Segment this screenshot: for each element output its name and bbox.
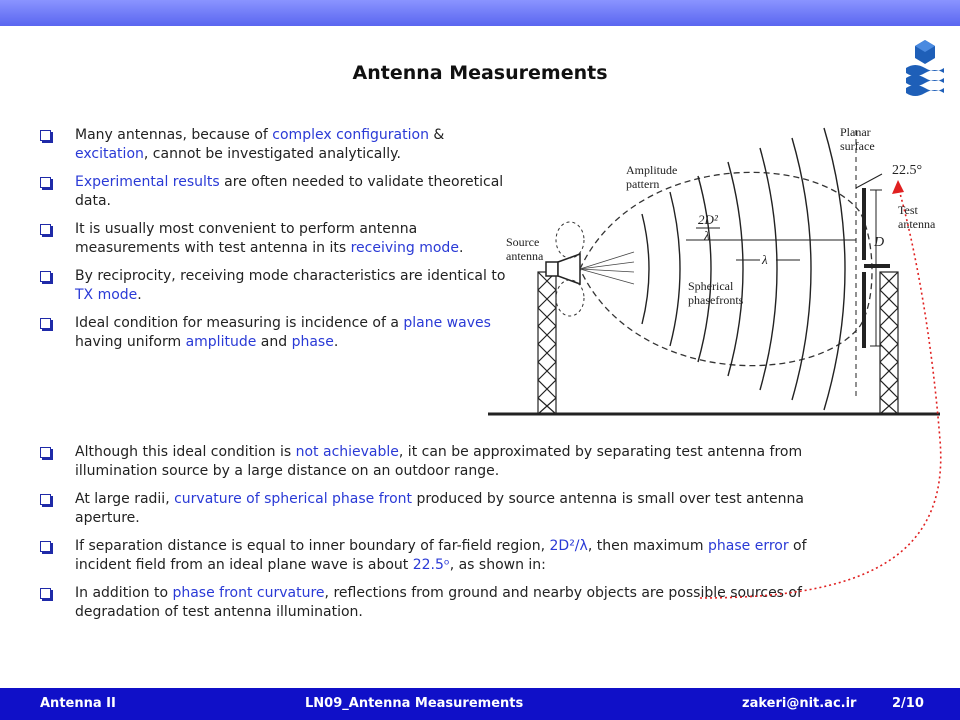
bullet-box-icon: [40, 177, 51, 188]
bullet-box-icon: [40, 494, 51, 505]
bullet-item: [38, 173, 508, 211]
highlighted-text: amplitude: [185, 334, 257, 350]
bullet-item: [38, 443, 838, 481]
highlighted-text: Experimental results: [75, 174, 220, 190]
footer-page-number: 2/10: [892, 696, 924, 711]
test-antenna-label: Test antenna: [898, 203, 936, 231]
bullet-text: and: [256, 334, 292, 350]
footer-course: Antenna II: [40, 696, 116, 711]
university-logo-icon: [904, 38, 946, 96]
bullet-text: At large radii,: [75, 491, 175, 507]
bullet-box-icon: [40, 130, 51, 141]
bullet-text: of incident field from an ideal plane wave is about: [75, 538, 807, 573]
bullet-text: In addition to: [75, 585, 173, 601]
highlighted-text: 2D²/λ: [549, 538, 588, 554]
bullet-text: .: [137, 287, 142, 303]
highlighted-text: TX mode: [75, 287, 138, 303]
angle-label: 22.5°: [892, 163, 923, 178]
bullet-box-icon: [40, 271, 51, 282]
planar-surface-label: Planar surface: [840, 125, 875, 153]
bullet-text: If separation distance is equal to inner boundary of far-field region,: [75, 538, 550, 554]
bullet-text: It is usually most convenient to perform antenna measurements with test antenna in its: [75, 221, 418, 256]
highlighted-text: complex configuration: [272, 127, 429, 143]
bullet-box-icon: [40, 541, 51, 552]
highlighted-text: not achievable: [295, 444, 399, 460]
footer-email: zakeri@nit.ac.ir: [742, 696, 857, 711]
highlighted-text: phase front curvature: [172, 585, 325, 601]
bullet-text: &: [428, 127, 445, 143]
bullet-item: [38, 584, 838, 622]
bullet-box-icon: [40, 318, 51, 329]
bullet-list-bottom: [38, 443, 838, 631]
d-label: D: [874, 235, 885, 250]
footer-lecture: LN09_Antenna Measurements: [305, 696, 524, 711]
bullet-item: [38, 126, 508, 164]
bullet-text: .: [333, 334, 339, 350]
amplitude-pattern-label: Amplitude pattern: [626, 163, 678, 191]
highlighted-text: plane waves: [403, 315, 491, 331]
bullet-text: .: [458, 240, 464, 256]
test-tower: [880, 272, 898, 414]
bullet-text: having uniform: [75, 334, 186, 350]
source-horn-icon: [546, 254, 580, 284]
bullet-text: Many antennas, because of: [75, 127, 273, 143]
bullet-box-icon: [40, 447, 51, 458]
angle-line: [856, 174, 882, 188]
footer-bar: [0, 688, 960, 720]
bullet-box-icon: [40, 224, 51, 235]
highlighted-text: 22.5ᵒ: [412, 557, 450, 573]
top-bar: [0, 0, 960, 26]
lambda-label: λ: [762, 252, 768, 267]
far-field-numerator: 2D²: [698, 212, 718, 227]
bullet-box-icon: [40, 588, 51, 599]
bullet-text: are often needed to validate theoretical data.: [75, 174, 504, 209]
highlighted-text: phase: [291, 334, 334, 350]
bullet-item: [38, 267, 508, 305]
highlighted-text: curvature of spherical phase front: [174, 491, 413, 507]
bullet-text: Ideal condition for measuring is incidence of a: [75, 315, 404, 331]
bullet-text: , as shown in:: [449, 557, 546, 573]
radiation-lines: [580, 252, 634, 284]
bullet-list-top: [38, 126, 508, 361]
slide-title: Antenna Measurements: [352, 62, 608, 84]
measurement-setup-diagram: [484, 112, 944, 424]
bullet-item: [38, 490, 838, 528]
highlighted-text: receiving mode: [350, 240, 459, 256]
source-antenna-label: Source antenna: [506, 235, 544, 263]
bullet-item: [38, 220, 508, 258]
bullet-item: [38, 537, 838, 575]
highlighted-text: excitation: [75, 146, 144, 162]
highlighted-text: phase error: [708, 538, 789, 554]
test-antenna-icon: [864, 188, 890, 348]
source-tower: [538, 272, 556, 414]
amplitude-pattern-lobe: [580, 172, 872, 365]
bullet-text: By reciprocity, receiving mode characteristics are identical to: [75, 268, 506, 284]
bullet-text: Although this ideal condition is: [75, 444, 296, 460]
spherical-phasefronts-label: Spherical phasefronts: [688, 279, 744, 307]
bullet-text: , it can be approximated by separating test antenna from illumination source by a large distance on an outdoor range.: [75, 444, 803, 479]
bullet-text: , reflections from ground and nearby objects are possible sources of degradation of test antenna illumination.: [75, 585, 802, 620]
bullet-text: , cannot be investigated analytically.: [143, 146, 401, 162]
bullet-text: , then maximum: [587, 538, 709, 554]
bullet-text: produced by source antenna is small over test antenna aperture.: [75, 491, 804, 526]
bullet-item: [38, 314, 508, 352]
far-field-denominator: λ: [704, 228, 710, 243]
